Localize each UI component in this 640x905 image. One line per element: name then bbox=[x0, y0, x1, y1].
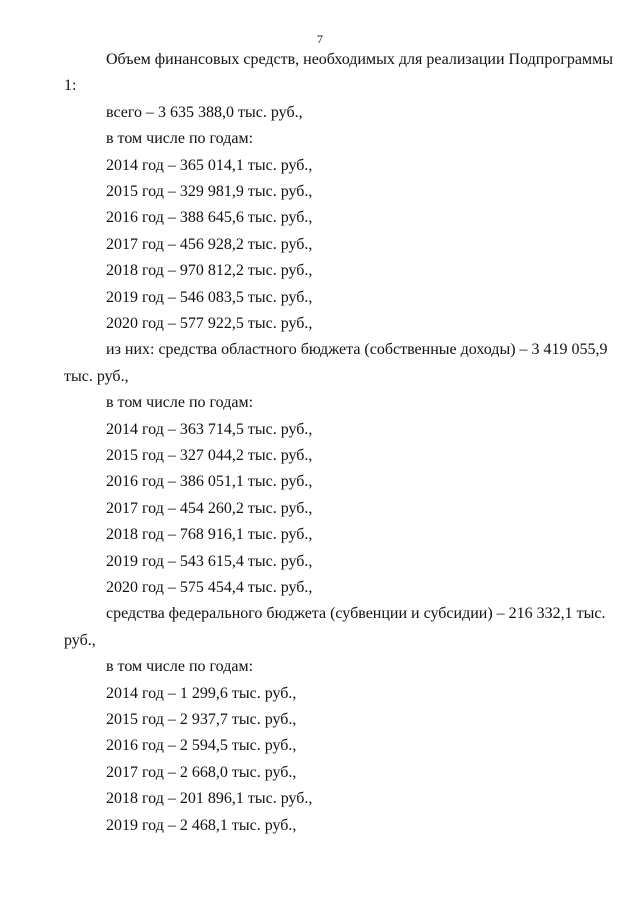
text-line: в том числе по годам: bbox=[106, 658, 254, 676]
text-line: 2014 год – 1 299,6 тыс. руб., bbox=[106, 684, 297, 702]
text-line: 2015 год – 2 937,7 тыс. руб., bbox=[106, 711, 297, 728]
text-line: средства федерального бюджета (субвенции и субсидии) – 216 332,1 тыс. bbox=[106, 605, 606, 623]
text-line: 1: bbox=[64, 77, 77, 95]
text-line: 2019 год – 543 615,4 тыс. руб., bbox=[106, 552, 313, 570]
text-line: 2015 год – 329 981,9 тыс. руб., bbox=[106, 183, 313, 200]
text-line: 2015 год – 327 044,2 тыс. руб., bbox=[106, 447, 313, 464]
text-line: 2016 год – 388 645,6 тыс. руб., bbox=[106, 209, 313, 227]
text-line: 2016 год – 386 051,1 тыс. руб., bbox=[106, 473, 313, 491]
text-line: 2016 год – 2 594,5 тыс. руб., bbox=[106, 737, 297, 755]
text-line: Объем финансовых средств, необходимых для реализации Подпрограммы bbox=[106, 51, 613, 68]
page-number: 7 bbox=[317, 32, 323, 46]
text-line: руб., bbox=[64, 631, 96, 649]
text-line: 2019 год – 2 468,1 тыс. руб., bbox=[106, 816, 297, 834]
text-line: 2017 год – 454 260,2 тыс. руб., bbox=[106, 499, 313, 517]
text-line: 2018 год – 768 916,1 тыс. руб., bbox=[106, 526, 313, 544]
text-line: 2020 год – 575 454,4 тыс. руб., bbox=[106, 579, 313, 596]
text-line: 2017 год – 456 928,2 тыс. руб., bbox=[106, 235, 313, 253]
text-line: тыс. руб., bbox=[64, 367, 129, 385]
text-line: 2017 год – 2 668,0 тыс. руб., bbox=[106, 763, 297, 781]
text-line: в том числе по годам: bbox=[106, 130, 254, 148]
text-line: 2014 год – 363 714,5 тыс. руб., bbox=[106, 420, 313, 438]
text-line: 2018 год – 201 896,1 тыс. руб., bbox=[106, 790, 313, 808]
text-line: 2020 год – 577 922,5 тыс. руб., bbox=[106, 315, 313, 332]
text-line: 2018 год – 970 812,2 тыс. руб., bbox=[106, 262, 313, 280]
text-line: 2014 год – 365 014,1 тыс. руб., bbox=[106, 156, 313, 174]
text-line: 2019 год – 546 083,5 тыс. руб., bbox=[106, 288, 313, 306]
text-line: в том числе по годам: bbox=[106, 394, 254, 412]
text-line: всего – 3 635 388,0 тыс. руб., bbox=[106, 103, 303, 121]
text-line: из них: средства областного бюджета (собственные доходы) – 3 419 055,9 bbox=[106, 341, 608, 359]
